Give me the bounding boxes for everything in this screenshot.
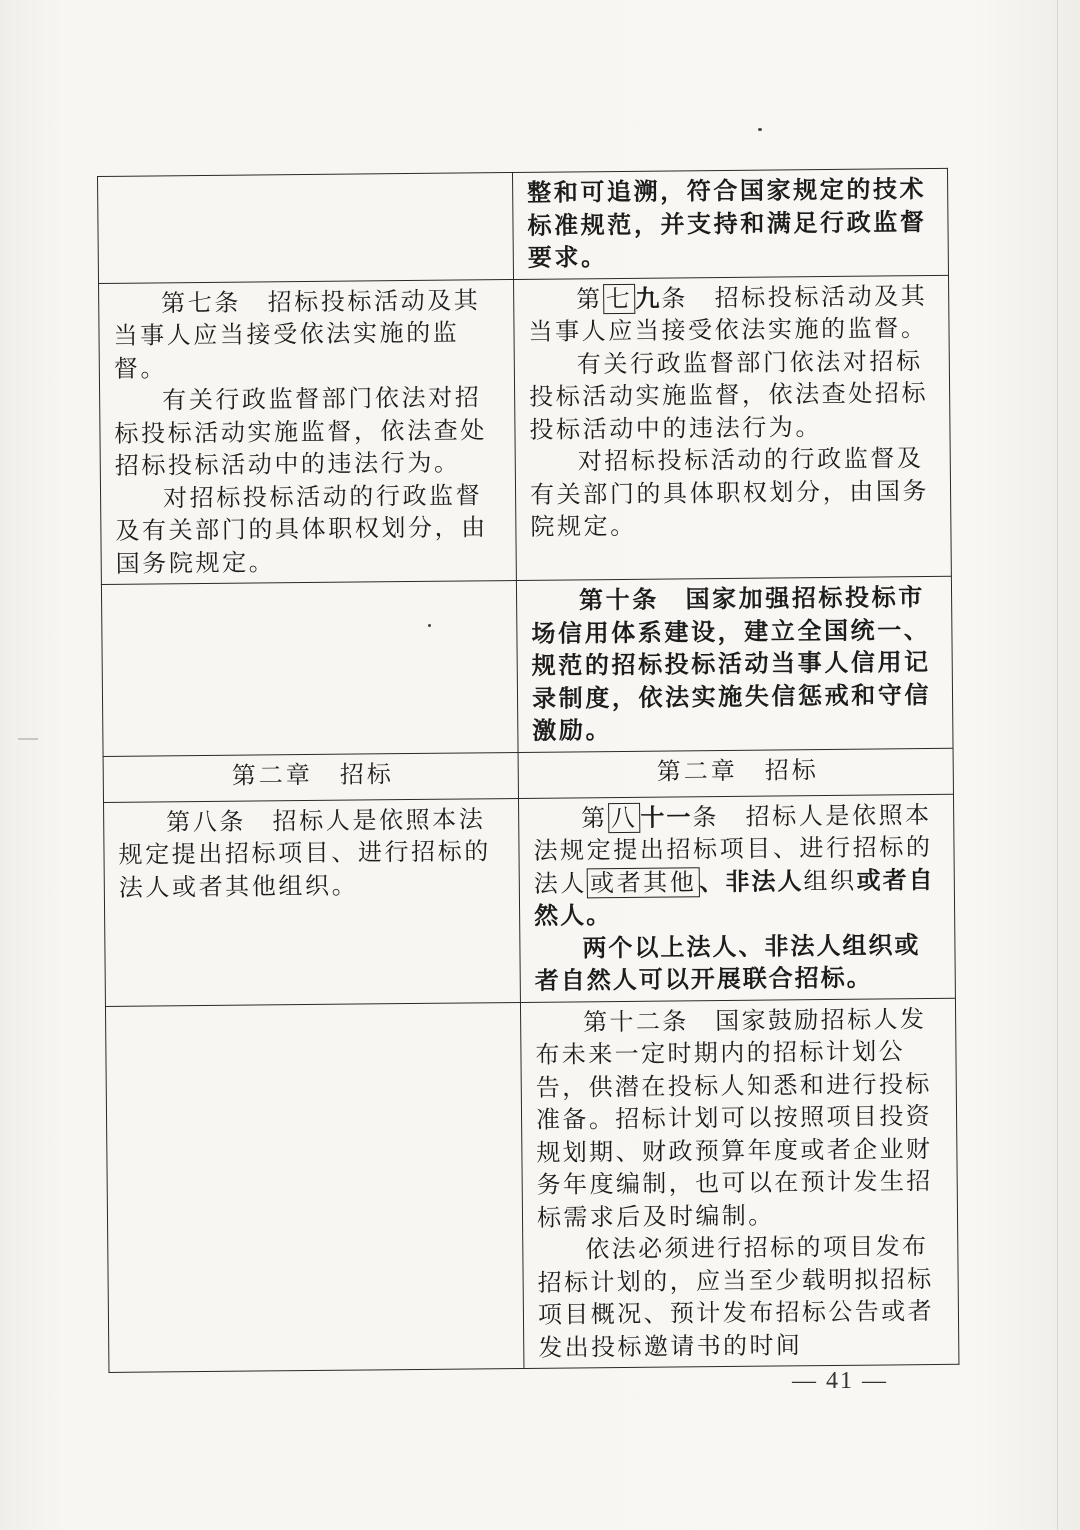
clause-text: 整和可追溯，符合国家规定的技术标准规范，并支持和满足行政监督要求。 [527, 175, 927, 272]
clause-text [528, 279, 939, 348]
deleted-text-box: 或者其他 [587, 867, 700, 898]
new-text-cell [516, 576, 953, 752]
deleted-text-box: 七 [603, 283, 636, 313]
table-row [104, 794, 956, 1006]
page-number: — 41 — [792, 1368, 888, 1394]
chapter-cell [518, 748, 953, 798]
old-text-cell [104, 798, 521, 1006]
chapter-heading: 第二章 招标 [656, 755, 819, 786]
table-row [101, 576, 953, 756]
table-row [99, 275, 952, 585]
old-text-cell [101, 580, 518, 755]
clause-text-rest: 组织 [803, 866, 857, 895]
clause-prefix: 第 [576, 284, 603, 313]
added-text: 九 [635, 284, 662, 313]
comparison-table [97, 168, 959, 1373]
scan-speck [758, 128, 762, 131]
new-text-cell [514, 275, 952, 581]
table-row [105, 998, 958, 1373]
table-row [98, 168, 949, 283]
new-text-cell [512, 168, 948, 279]
clause-text-rest: 条 招标投标活动及其当事人应当接受依法实施的监督。 [528, 281, 928, 346]
clause-text: 第十二条 国家鼓励招标人发布未来一定时期内的招标计划公告，供潜在投标人知悉和进行投标准备。招标计划可以按照项目投资规划期、财政预算年度或者企业财务年度编制，也可以在预计发生招标需求后及时编制。 [535, 1004, 933, 1232]
scan-edge-line [1057, 0, 1058, 1530]
added-text: 、非法人 [699, 866, 804, 896]
clause-text-rest: 条 招标人是依照本法规定提出招标项目、进行招标的法人 [533, 800, 933, 898]
clause-text: 第七条 招标投标活动及其当事人应当接受依法实施的监督。 [113, 285, 481, 383]
chapter-heading: 第二章 招标 [231, 759, 394, 790]
clause-text: 第十条 国家加强招标投标市场信用体系建设，建立全国统一、规范的招标投标活动当事人信用记录制度，依法实施失信惩戒和守信激励。 [531, 583, 932, 745]
table-row [103, 748, 953, 802]
old-text-cell [99, 279, 517, 584]
deleted-text-box: 八 [608, 802, 641, 832]
added-text: 十一 [640, 802, 693, 832]
chapter-cell [103, 752, 518, 802]
clause-text: 依法必须进行招标的项目发布招标计划的，应当至少载明拟招标项目概况、预计发布招标公告或者发出投标邀请书的时间 [537, 1232, 935, 1362]
clause-prefix: 第 [581, 803, 608, 832]
clause-text: 有关行政监督部门依法对招标投标活动实施监督，依法查处招标投标活动中的违法行为。 [529, 346, 929, 444]
old-text-cell [105, 1002, 523, 1372]
clause-text: 第八条 招标人是依照本法规定提出招标项目、进行招标的法人或者其他组织。 [118, 804, 492, 902]
clause-text: 对招标投标活动的行政监督及有关部门的具体职权划分，由国务院规定。 [529, 444, 930, 541]
clause-text: 两个以上法人、非法人组织或者自然人可以开展联合招标。 [534, 930, 921, 995]
new-text-cell [520, 998, 958, 1369]
clause-text: 有关行政监督部门依法对招标投标活动实施监督，依法查处招标投标活动中的违法行为。 [114, 383, 487, 480]
new-text-cell [518, 794, 955, 1002]
clause-text [533, 798, 944, 932]
added-text: 或者自然人。 [533, 865, 935, 930]
clause-text: 对招标投标活动的行政监督及有关部门的具体职权划分，由国务院规定。 [115, 480, 488, 578]
old-text-cell [98, 173, 514, 283]
scan-mark [18, 738, 38, 740]
